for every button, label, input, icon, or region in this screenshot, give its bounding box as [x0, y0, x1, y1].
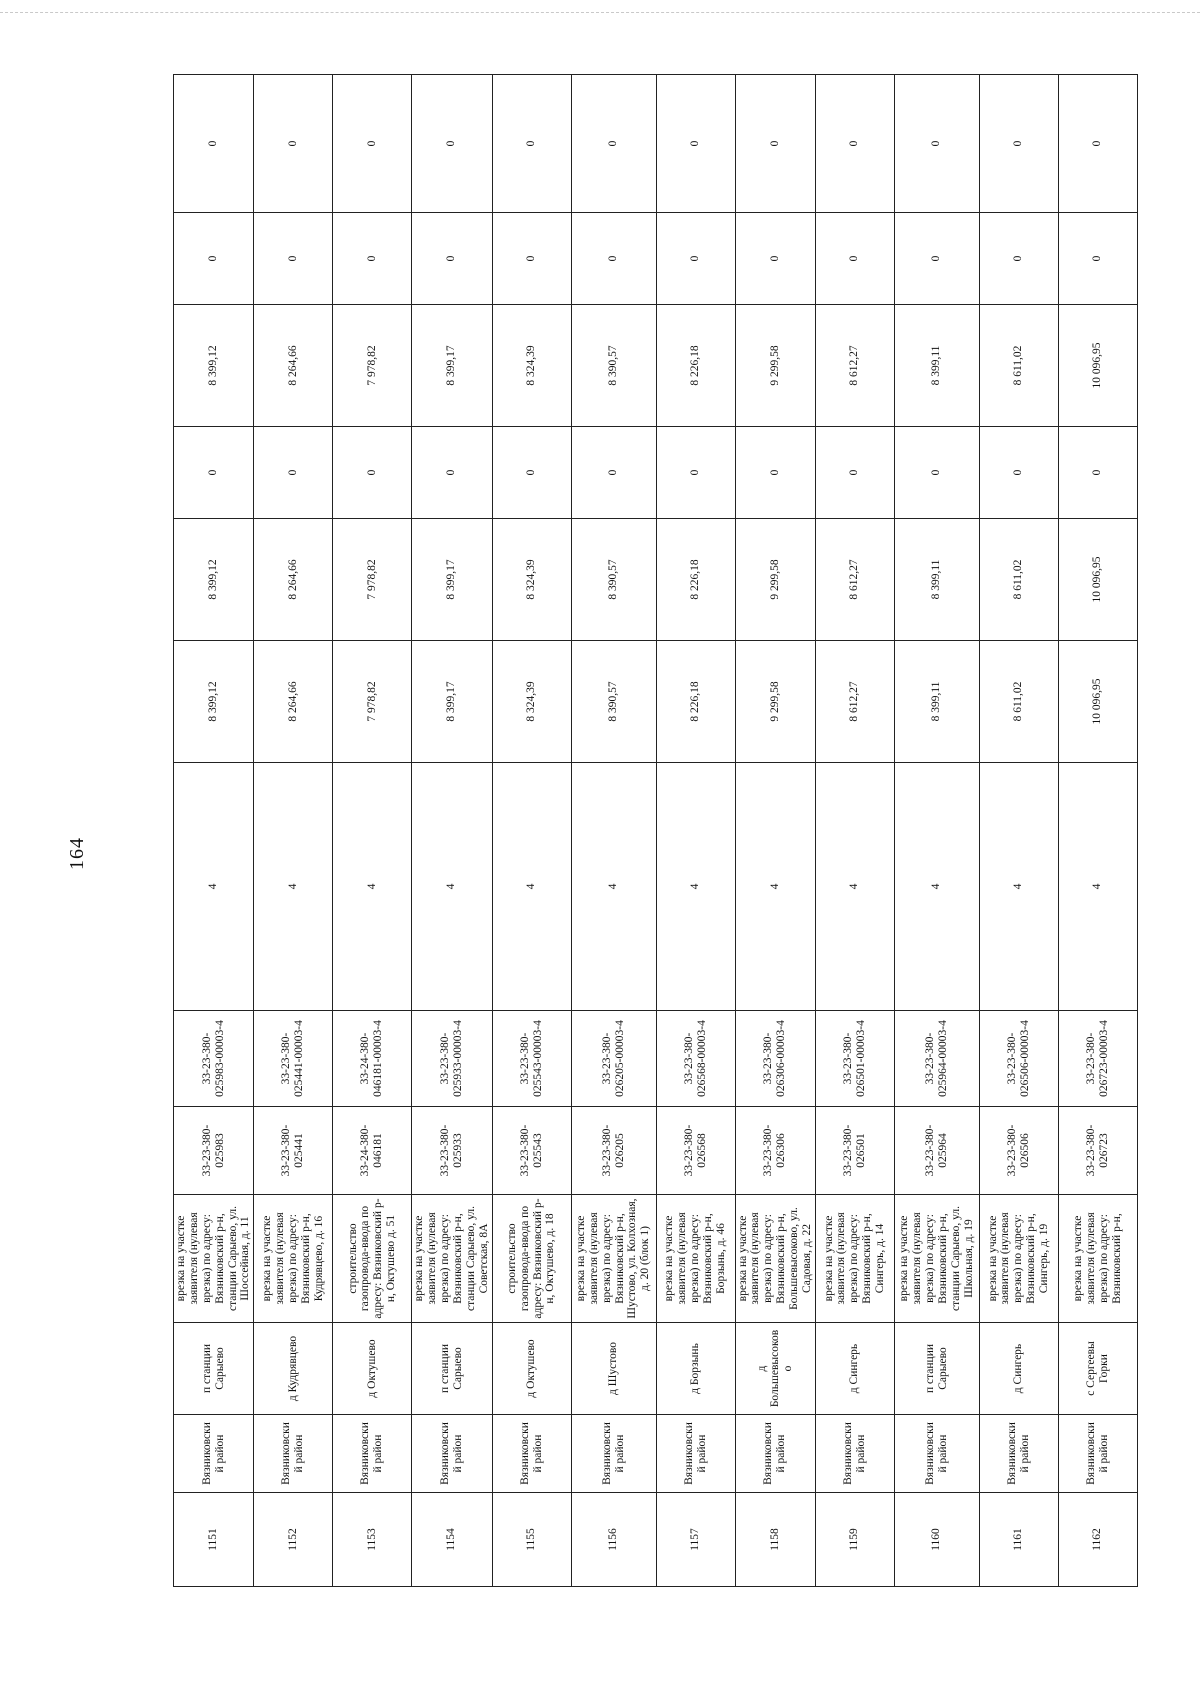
settlement-cell: п станции Сарыево: [174, 1323, 254, 1415]
quantity-cell: 4: [979, 763, 1058, 1011]
page-number: 164: [66, 837, 88, 870]
amount-cell: 8 399,12: [174, 305, 254, 427]
amount-cell: 8 399,11: [894, 519, 979, 641]
description-cell: врезка на участке заявителя (нулевая врезка) по адресу: Вязниковский р-н, Борзынь, д. 46: [656, 1195, 735, 1323]
zero-cell: 0: [1058, 75, 1137, 213]
object-code-cell: 33-23-380-026506: [979, 1107, 1058, 1195]
zero-cell: 0: [492, 213, 571, 305]
amount-cell: 8 390,57: [571, 519, 656, 641]
row-number-cell: 1156: [571, 1493, 656, 1587]
amount-total-cell: 7 978,82: [333, 641, 412, 763]
amount-total-cell: 8 264,66: [254, 641, 333, 763]
object-code-cell: 33-23-380-025543: [492, 1107, 571, 1195]
row-number-cell: 1154: [412, 1493, 492, 1587]
zero-cell: 0: [571, 213, 656, 305]
amount-cell: 9 299,58: [735, 305, 815, 427]
amount-cell: 9 299,58: [735, 519, 815, 641]
table-row: [412, 75, 492, 1587]
description-cell: строительство газопровода-ввода по адресу: Вязниковский р-н, Октушево д. 51: [333, 1195, 412, 1323]
settlement-cell: п станции Сарыево: [894, 1323, 979, 1415]
amount-cell: 8 324,39: [492, 519, 571, 641]
zero-cell: 0: [333, 75, 412, 213]
district-cell: Вязниковски й район: [656, 1415, 735, 1493]
amount-cell: 8 264,66: [254, 519, 333, 641]
quantity-cell: 4: [254, 763, 333, 1011]
amount-total-cell: 9 299,58: [735, 641, 815, 763]
amount-cell: 8 611,02: [979, 519, 1058, 641]
work-code-cell: 33-23-380-025983-00003-4: [174, 1011, 254, 1107]
district-cell: Вязниковски й район: [979, 1415, 1058, 1493]
quantity-cell: 4: [174, 763, 254, 1011]
work-code-cell: 33-23-380-026205-00003-4: [571, 1011, 656, 1107]
settlement-cell: д Кудрявцево: [254, 1323, 333, 1415]
work-code-cell: 33-23-380-025441-00003-4: [254, 1011, 333, 1107]
work-code-cell: 33-24-380-046181-00003-4: [333, 1011, 412, 1107]
amount-cell: 8 399,17: [412, 519, 492, 641]
amount-cell: 10 096,95: [1058, 305, 1137, 427]
table-row: [174, 75, 254, 1587]
amount-cell: 10 096,95: [1058, 519, 1137, 641]
zero-cell: 0: [174, 213, 254, 305]
district-cell: Вязниковски й район: [412, 1415, 492, 1493]
row-number-cell: 1151: [174, 1493, 254, 1587]
zero-cell: 0: [815, 75, 894, 213]
zero-cell: 0: [1058, 213, 1137, 305]
table-row: [254, 75, 333, 1587]
work-code-cell: 33-23-380-026306-00003-4: [735, 1011, 815, 1107]
settlement-cell: д Сингерь: [979, 1323, 1058, 1415]
zero-cell: 0: [656, 75, 735, 213]
table-row: [333, 75, 412, 1587]
row-number-cell: 1152: [254, 1493, 333, 1587]
work-code-cell: 33-23-380-025543-00003-4: [492, 1011, 571, 1107]
zero-cell: 0: [492, 427, 571, 519]
row-number-cell: 1160: [894, 1493, 979, 1587]
table-row: [1058, 75, 1137, 1587]
amount-cell: 8 611,02: [979, 305, 1058, 427]
table-row: [735, 75, 815, 1587]
description-cell: врезка на участке заявителя (нулевая врезка) по адресу: Вязниковский р-н, станции Сарыево, ул. Шоссейная, д. 11: [174, 1195, 254, 1323]
zero-cell: 0: [979, 427, 1058, 519]
quantity-cell: 4: [894, 763, 979, 1011]
district-cell: Вязниковски й район: [894, 1415, 979, 1493]
amount-cell: 8 226,18: [656, 519, 735, 641]
object-code-cell: 33-23-380-025964: [894, 1107, 979, 1195]
amount-cell: 7 978,82: [333, 519, 412, 641]
zero-cell: 0: [979, 213, 1058, 305]
amount-total-cell: 8 399,12: [174, 641, 254, 763]
row-number-cell: 1158: [735, 1493, 815, 1587]
amount-total-cell: 8 611,02: [979, 641, 1058, 763]
zero-cell: 0: [735, 427, 815, 519]
object-code-cell: 33-23-380-026501: [815, 1107, 894, 1195]
quantity-cell: 4: [815, 763, 894, 1011]
quantity-cell: 4: [656, 763, 735, 1011]
settlement-cell: д Большевысоков о: [735, 1323, 815, 1415]
district-cell: Вязниковски й район: [1058, 1415, 1137, 1493]
table-body: [174, 75, 1138, 1587]
quantity-cell: 4: [1058, 763, 1137, 1011]
amount-total-cell: 8 399,11: [894, 641, 979, 763]
description-cell: врезка на участке заявителя (нулевая врезка) по адресу: Вязниковский р-н,: [1058, 1195, 1137, 1323]
object-code-cell: 33-23-380-026306: [735, 1107, 815, 1195]
quantity-cell: 4: [412, 763, 492, 1011]
object-code-cell: 33-23-380-025933: [412, 1107, 492, 1195]
row-number-cell: 1155: [492, 1493, 571, 1587]
zero-cell: 0: [412, 427, 492, 519]
work-code-cell: 33-23-380-025964-00003-4: [894, 1011, 979, 1107]
zero-cell: 0: [174, 75, 254, 213]
settlement-cell: д Сингерь: [815, 1323, 894, 1415]
work-code-cell: 33-23-380-026568-00003-4: [656, 1011, 735, 1107]
settlement-cell: д Октушево: [492, 1323, 571, 1415]
district-cell: Вязниковски й район: [174, 1415, 254, 1493]
table-row: [979, 75, 1058, 1587]
zero-cell: 0: [656, 213, 735, 305]
quantity-cell: 4: [333, 763, 412, 1011]
table-row: [815, 75, 894, 1587]
object-code-cell: 33-23-380-026568: [656, 1107, 735, 1195]
description-cell: строительство газопровода-ввода по адресу: Вязниковский р-н, Октушево, д. 18: [492, 1195, 571, 1323]
amount-cell: 8 390,57: [571, 305, 656, 427]
district-cell: Вязниковски й район: [815, 1415, 894, 1493]
zero-cell: 0: [571, 75, 656, 213]
zero-cell: 0: [894, 427, 979, 519]
amount-cell: 8 399,17: [412, 305, 492, 427]
description-cell: врезка на участке заявителя (нулевая врезка) по адресу: Вязниковский р-н, Кудрявцево, д. 16: [254, 1195, 333, 1323]
amount-cell: 8 399,12: [174, 519, 254, 641]
zero-cell: 0: [894, 75, 979, 213]
work-code-cell: 33-23-380-025933-00003-4: [412, 1011, 492, 1107]
row-number-cell: 1153: [333, 1493, 412, 1587]
amount-total-cell: 8 226,18: [656, 641, 735, 763]
district-cell: Вязниковски й район: [492, 1415, 571, 1493]
table-wrapper: [173, 75, 1125, 1587]
description-cell: врезка на участке заявителя (нулевая врезка) по адресу: Вязниковский р-н, Сингерь, д. 19: [979, 1195, 1058, 1323]
description-cell: врезка на участке заявителя (нулевая врезка) по адресу: Вязниковский р-н, станции Сарыево, ул. Советская, 8А: [412, 1195, 492, 1323]
settlement-cell: д Октушево: [333, 1323, 412, 1415]
amount-total-cell: 10 096,95: [1058, 641, 1137, 763]
amount-cell: 8 399,11: [894, 305, 979, 427]
row-number-cell: 1159: [815, 1493, 894, 1587]
row-number-cell: 1162: [1058, 1493, 1137, 1587]
district-cell: Вязниковски й район: [571, 1415, 656, 1493]
zero-cell: 0: [815, 427, 894, 519]
object-code-cell: 33-23-380-025441: [254, 1107, 333, 1195]
quantity-cell: 4: [492, 763, 571, 1011]
description-cell: врезка на участке заявителя (нулевая врезка) по адресу: Вязниковский р-н, Большевысоково, ул. Садовая, д. 22: [735, 1195, 815, 1323]
amount-cell: 8 612,27: [815, 519, 894, 641]
table-row: [492, 75, 571, 1587]
amount-cell: 8 324,39: [492, 305, 571, 427]
district-cell: Вязниковски й район: [735, 1415, 815, 1493]
zero-cell: 0: [735, 75, 815, 213]
zero-cell: 0: [979, 75, 1058, 213]
zero-cell: 0: [571, 427, 656, 519]
scan-edge-line: [0, 12, 1200, 13]
description-cell: врезка на участке заявителя (нулевая врезка) по адресу: Вязниковский р-н, Шустово, ул. Колхозная, д. 20 (блок 1): [571, 1195, 656, 1323]
amount-total-cell: 8 399,17: [412, 641, 492, 763]
settlement-cell: с Сергеевы Горки: [1058, 1323, 1137, 1415]
amount-total-cell: 8 390,57: [571, 641, 656, 763]
zero-cell: 0: [815, 213, 894, 305]
zero-cell: 0: [174, 427, 254, 519]
settlement-cell: д Шустово: [571, 1323, 656, 1415]
row-number-cell: 1157: [656, 1493, 735, 1587]
zero-cell: 0: [894, 213, 979, 305]
zero-cell: 0: [254, 213, 333, 305]
district-cell: Вязниковски й район: [254, 1415, 333, 1493]
work-code-cell: 33-23-380-026501-00003-4: [815, 1011, 894, 1107]
zero-cell: 0: [412, 213, 492, 305]
object-code-cell: 33-23-380-026723: [1058, 1107, 1137, 1195]
district-cell: Вязниковски й район: [333, 1415, 412, 1493]
quantity-cell: 4: [735, 763, 815, 1011]
table-row: [656, 75, 735, 1587]
zero-cell: 0: [492, 75, 571, 213]
zero-cell: 0: [254, 427, 333, 519]
zero-cell: 0: [656, 427, 735, 519]
description-cell: врезка на участке заявителя (нулевая врезка) по адресу: Вязниковский р-н, Сингерь, д. 14: [815, 1195, 894, 1323]
zero-cell: 0: [333, 427, 412, 519]
table-row: [894, 75, 979, 1587]
amount-total-cell: 8 324,39: [492, 641, 571, 763]
object-code-cell: 33-23-380-026205: [571, 1107, 656, 1195]
zero-cell: 0: [735, 213, 815, 305]
quantity-cell: 4: [571, 763, 656, 1011]
zero-cell: 0: [412, 75, 492, 213]
work-code-cell: 33-23-380-026723-00003-4: [1058, 1011, 1137, 1107]
row-number-cell: 1161: [979, 1493, 1058, 1587]
amount-cell: 8 264,66: [254, 305, 333, 427]
gas-connection-table: [173, 74, 1138, 1587]
description-cell: врезка на участке заявителя (нулевая врезка) по адресу: Вязниковский р-н, станции Сарыево, ул. Школьная, д. 19: [894, 1195, 979, 1323]
table-row: [571, 75, 656, 1587]
settlement-cell: д Борзынь: [656, 1323, 735, 1415]
amount-cell: 8 612,27: [815, 305, 894, 427]
settlement-cell: п станции Сарыево: [412, 1323, 492, 1415]
zero-cell: 0: [1058, 427, 1137, 519]
amount-total-cell: 8 612,27: [815, 641, 894, 763]
amount-cell: 7 978,82: [333, 305, 412, 427]
zero-cell: 0: [333, 213, 412, 305]
zero-cell: 0: [254, 75, 333, 213]
work-code-cell: 33-23-380-026506-00003-4: [979, 1011, 1058, 1107]
amount-cell: 8 226,18: [656, 305, 735, 427]
object-code-cell: 33-23-380-025983: [174, 1107, 254, 1195]
object-code-cell: 33-24-380-046181: [333, 1107, 412, 1195]
